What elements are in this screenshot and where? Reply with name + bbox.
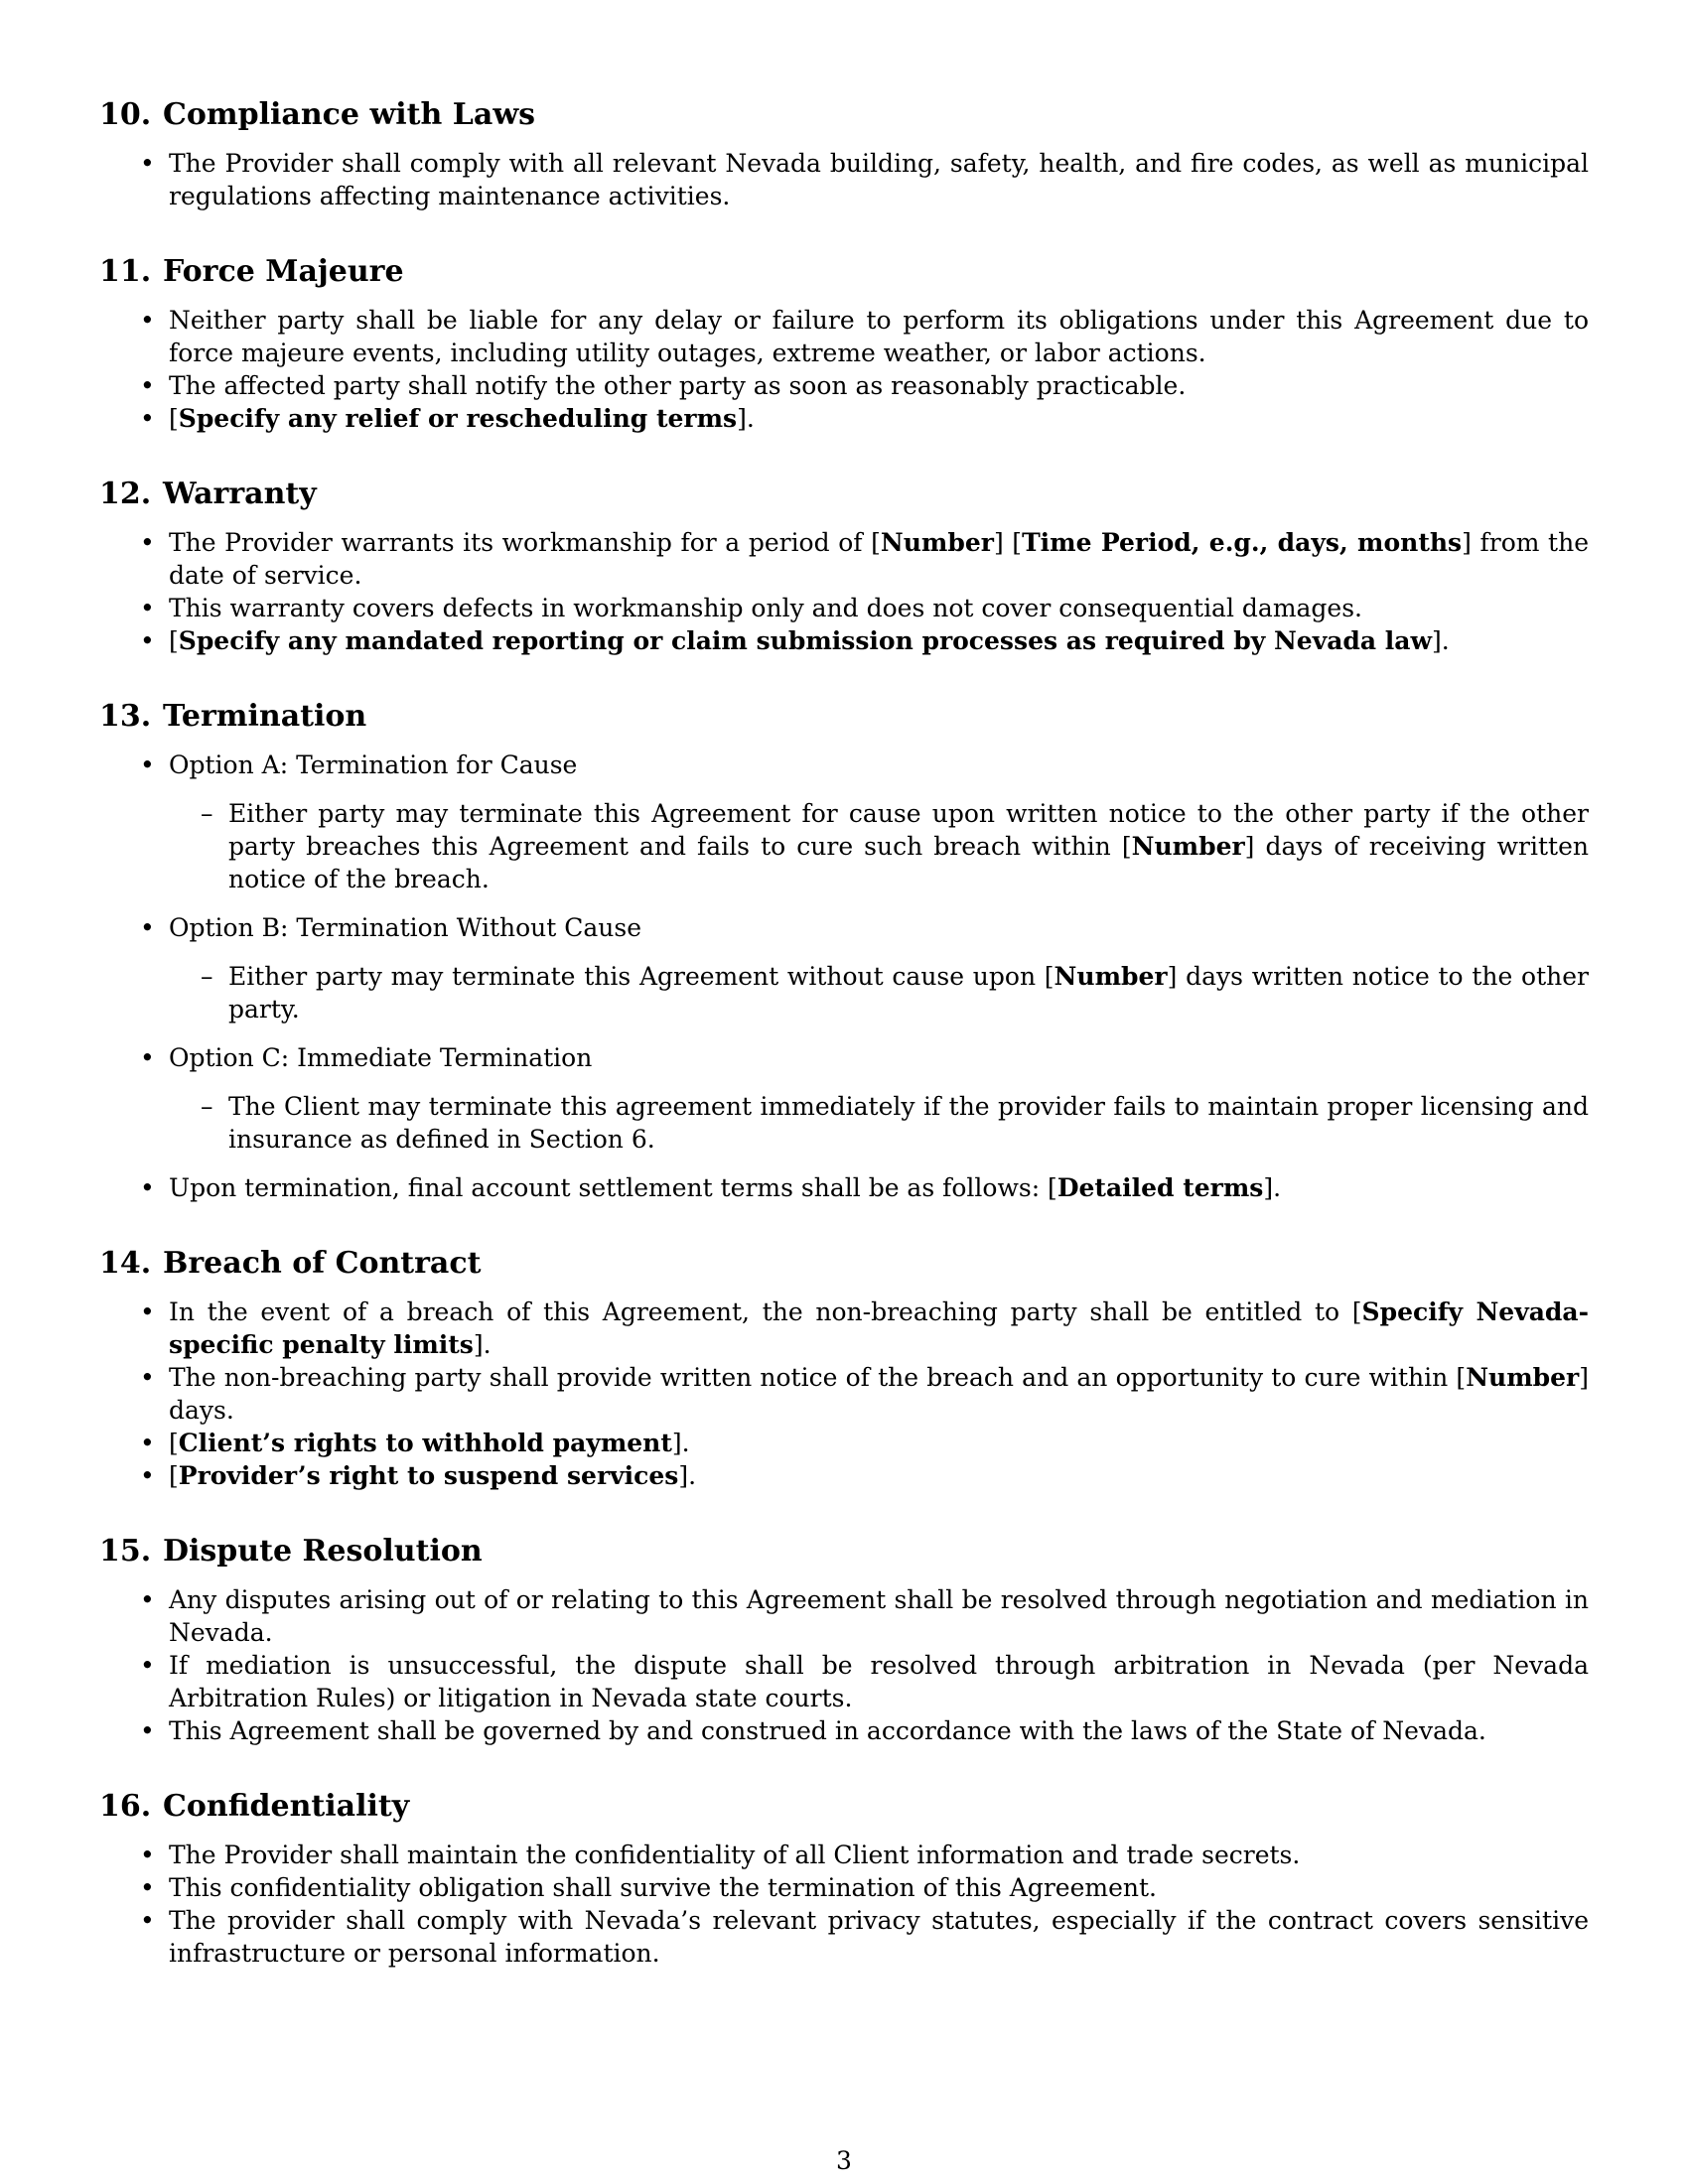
section [99,1532,1589,1747]
placeholder-text: Specify any mandated reporting or claim submission processes as required by Nevada law [178,626,1433,655]
list-item [99,911,1589,1025]
sub-list [169,960,1589,1025]
text-segment: The affected party shall notify the other party as soon as reasonably practicable. [169,371,1187,400]
list-item [99,1839,1589,1871]
text-segment: The non-breaching party shall provide written notice of the breach and an opportunity to cure within [ [169,1363,1467,1392]
section [99,475,1589,657]
list-item [99,1361,1589,1427]
sub-list-item [169,1090,1589,1156]
list-item [99,624,1589,657]
text-segment: Any disputes arising out of or relating to this Agreement shall be resolved through negotiation and mediation in Nevada. [169,1585,1589,1647]
text-segment: If mediation is unsuccessful, the dispute shall be resolved through arbitration in Nevada (per Nevada Arbitration Rules) or litigation in Nevada state courts. [169,1651,1589,1712]
list-item [99,1171,1589,1204]
bullet-list [99,1839,1589,1970]
text-segment: The Client may terminate this agreement immediately if the provider fails to maintain proper licensing and insurance as defined in Section 6. [228,1092,1589,1154]
section-title: Warranty [163,477,317,511]
list-item [99,592,1589,624]
section [99,697,1589,1204]
placeholder-text: Specify any relief or rescheduling terms [178,404,738,433]
text-segment: This warranty covers defects in workmanship only and does not cover consequential damages. [169,594,1363,622]
section-heading [99,475,1589,514]
list-item [99,1583,1589,1649]
section-heading [99,1532,1589,1571]
placeholder-text: Specify Nevada-specific penalty limits [169,1297,1589,1359]
text-segment: ] days of receiving written notice of the breach. [228,832,1589,893]
placeholder-text: Number [1466,1363,1580,1392]
section-number: 14. [99,1246,152,1281]
list-item [99,1904,1589,1970]
list-item [99,749,1589,895]
section-number: 16. [99,1789,152,1824]
list-item [99,1041,1589,1156]
list-item [99,1427,1589,1459]
list-item [99,304,1589,369]
placeholder-text: Provider’s right to suspend services [178,1461,679,1490]
placeholder-text: Number [1131,832,1245,861]
list-item [99,1296,1589,1361]
page-number: 3 [836,2146,852,2175]
text-segment: Neither party shall be liable for any delay or failure to perform its obligations under this Agreement due to force majeure events, including utility outages, extreme weather, or labor actions. [169,306,1589,367]
section-number: 13. [99,699,152,734]
section-title: Confidentiality [163,1789,410,1824]
placeholder-text: Number [880,528,994,557]
text-segment: In the event of a breach of this Agreement, the non-breaching party shall be entitled to [ [169,1297,1362,1326]
list-item [99,147,1589,212]
text-segment: ]. [671,1429,690,1457]
bullet-list [99,304,1589,435]
text-segment: The Provider shall comply with all relevant Nevada building, safety, health, and fire codes, as well as municipal regulations affecting maintenance activities. [169,149,1589,210]
placeholder-text: Time Period, e.g., days, months [1022,528,1463,557]
list-item [99,369,1589,402]
list-item [99,526,1589,592]
section [99,1787,1589,1970]
text-segment: ] days. [169,1363,1589,1425]
bullet-list [99,749,1589,1204]
text-segment: [ [169,404,179,433]
text-segment: This confidentiality obligation shall survive the termination of this Agreement. [169,1873,1157,1902]
section-heading [99,1244,1589,1284]
text-segment: ] from the date of service. [169,528,1589,590]
placeholder-text: Detailed terms [1056,1173,1264,1202]
sub-list [169,797,1589,895]
placeholder-text: Number [1054,962,1168,991]
text-segment: This Agreement shall be governed by and construed in accordance with the laws of the State of Nevada. [169,1716,1486,1745]
section-title: Force Majeure [163,254,404,289]
sub-list-item [169,797,1589,895]
list-item [99,402,1589,435]
list-item [99,1871,1589,1904]
placeholder-text: Client’s rights to withhold payment [178,1429,672,1457]
section-number: 15. [99,1534,152,1569]
section-heading [99,697,1589,737]
sub-list [169,1090,1589,1156]
section-title: Breach of Contract [163,1246,482,1281]
document-page [99,95,1589,2009]
section-heading [99,1787,1589,1827]
section-number: 10. [99,97,152,132]
text-segment: ]. [1263,1173,1282,1202]
text-segment: Option C: Immediate Termination [169,1043,593,1072]
text-segment: ] [ [993,528,1023,557]
section-heading [99,95,1589,135]
bullet-list [99,147,1589,212]
text-segment: Either party may terminate this Agreement for cause upon written notice to the other party if the other party breaches this Agreement and fails to cure such breach within [ [228,799,1589,861]
section [99,252,1589,435]
sub-list-item [169,960,1589,1025]
text-segment: [ [169,1461,179,1490]
section-title: Termination [163,699,367,734]
section [99,95,1589,212]
list-item [99,1649,1589,1714]
text-segment: ] days written notice to the other party. [228,962,1589,1024]
text-segment: Either party may terminate this Agreement without cause upon [ [228,962,1055,991]
text-segment: ]. [473,1330,492,1359]
text-segment: ]. [1432,626,1450,655]
text-segment: The Provider shall maintain the confidentiality of all Client information and trade secrets. [169,1841,1301,1869]
section-heading [99,252,1589,292]
text-segment: Upon termination, final account settlement terms shall be as follows: [ [169,1173,1057,1202]
list-item [99,1714,1589,1747]
bullet-list [99,1583,1589,1747]
section-title: Dispute Resolution [163,1534,483,1569]
text-segment: The Provider warrants its workmanship for a period of [ [169,528,881,557]
bullet-list [99,526,1589,657]
text-segment: Option A: Termination for Cause [169,751,578,779]
list-item [99,1459,1589,1492]
section-number: 12. [99,477,152,511]
section-title: Compliance with Laws [163,97,536,132]
text-segment: ]. [678,1461,697,1490]
bullet-list [99,1296,1589,1492]
text-segment: The provider shall comply with Nevada’s relevant privacy statutes, especially if the contract covers sensitive infrastructure or personal information. [169,1906,1589,1968]
sections-container [99,95,1589,1970]
text-segment: [ [169,1429,179,1457]
text-segment: [ [169,626,179,655]
text-segment: ]. [737,404,755,433]
section-number: 11. [99,254,152,289]
text-segment: Option B: Termination Without Cause [169,913,642,942]
section [99,1244,1589,1492]
